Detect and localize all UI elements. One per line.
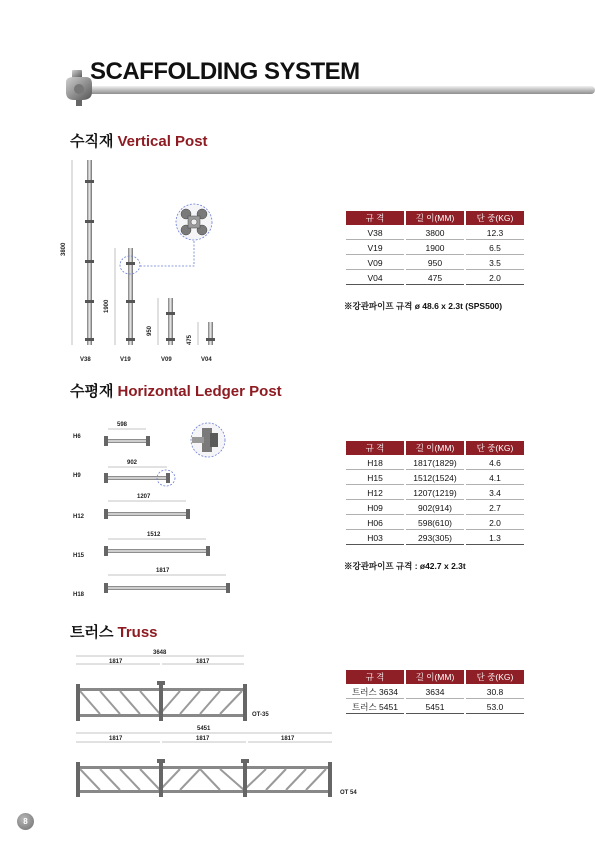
table-cell: 598(610) (406, 516, 464, 530)
table-row (346, 685, 524, 699)
table-cell: 트러스 5451 (346, 700, 404, 714)
col-header: 규 격 (346, 670, 404, 684)
truss-tag: OT-35 (252, 712, 269, 718)
table-cell: 3634 (406, 685, 464, 699)
dim-label: 1512 (147, 532, 161, 538)
post-v09 (168, 298, 173, 345)
section-heading-vertical (70, 130, 208, 151)
header-pipe-graphic (78, 86, 595, 94)
table-row (346, 516, 524, 530)
table-cell: 950 (406, 256, 464, 270)
dim-label: 902 (127, 460, 138, 466)
section-title-ko: 수평재 (70, 383, 114, 400)
table-cell: H09 (346, 501, 404, 515)
table-row (346, 271, 524, 285)
table-cell: H18 (346, 456, 404, 470)
page-title: SCAFFOLDING SYSTEM (90, 58, 360, 85)
table-cell: V38 (346, 226, 404, 240)
table-cell: 475 (406, 271, 464, 285)
ledger-label: H18 (73, 592, 85, 598)
col-header: 단 중(KG) (466, 441, 524, 455)
table-row (346, 700, 524, 714)
table-row (346, 456, 524, 470)
table-cell: 4.1 (466, 471, 524, 485)
dim-label: 1900 (104, 299, 110, 313)
col-header: 길 이(MM) (406, 670, 464, 684)
ledger-label: H15 (73, 553, 85, 559)
table-cell: 3.5 (466, 256, 524, 270)
table-cell: 3.4 (466, 486, 524, 500)
col-header: 길 이(MM) (406, 211, 464, 225)
table-cell: 2.7 (466, 501, 524, 515)
table-cell: V04 (346, 271, 404, 285)
page-number: 8 (17, 813, 34, 830)
table-cell: 30.8 (466, 685, 524, 699)
section-title-en: Truss (117, 624, 158, 641)
post-v04 (208, 322, 213, 345)
table-cell: 293(305) (406, 531, 464, 545)
post-label: V04 (201, 357, 212, 363)
ledger-h12 (104, 509, 190, 519)
table-cell: V09 (346, 256, 404, 270)
table-row (346, 256, 524, 270)
col-header: 단 중(KG) (466, 670, 524, 684)
table-cell: 5451 (406, 700, 464, 714)
col-header: 단 중(KG) (466, 211, 524, 225)
vertical-post-diagram (60, 150, 260, 375)
table-cell: 53.0 (466, 700, 524, 714)
section-title-ko: 수직재 (70, 133, 114, 150)
pipe-spec-note: ※강관파이프 규격 : ø42.7 x 2.3t (344, 561, 466, 571)
table-row (346, 226, 524, 240)
dim-label: 950 (147, 325, 153, 336)
dim-label: 3648 (153, 650, 167, 656)
section-title-en: Vertical Post (117, 133, 208, 150)
table-cell: 902(914) (406, 501, 464, 515)
dim-label: 1817 (156, 568, 170, 574)
table-cell: 1900 (406, 241, 464, 255)
horizontal-spec-table (344, 440, 526, 546)
ledger-h15 (104, 546, 210, 556)
truss-ot35 (76, 681, 247, 721)
table-cell: 12.3 (466, 226, 524, 240)
post-label: V09 (161, 357, 172, 363)
table-cell: H15 (346, 471, 404, 485)
dim-label: 1817 (196, 659, 210, 665)
dim-label: 1817 (196, 736, 210, 742)
post-v38 (87, 160, 92, 345)
section-heading-truss (70, 621, 158, 642)
dim-label: 598 (117, 422, 128, 428)
ledger-label: H12 (73, 514, 85, 520)
dim-label: 5451 (197, 726, 211, 732)
table-cell: 2.0 (466, 516, 524, 530)
ledger-h9 (104, 473, 170, 483)
table-row (346, 241, 524, 255)
horizontal-ledger-diagram (70, 415, 240, 605)
table-row (346, 501, 524, 515)
table-row (346, 531, 524, 545)
truss-ot54 (76, 759, 332, 797)
table-cell: 1.3 (466, 531, 524, 545)
ledger-h18 (104, 583, 230, 593)
callout-connector (140, 240, 194, 266)
col-header: 길 이(MM) (406, 441, 464, 455)
dim-label: 1817 (109, 659, 123, 665)
section-heading-horizontal (70, 380, 282, 401)
section-title-ko: 트러스 (70, 624, 114, 641)
dim-label: 1817 (109, 736, 123, 742)
truss-spec-table (344, 669, 526, 715)
col-header: 규 격 (346, 211, 404, 225)
dim-label: 1817 (281, 736, 295, 742)
table-cell: 2.0 (466, 271, 524, 285)
post-label: V19 (120, 357, 131, 363)
ledger-h6 (104, 436, 150, 446)
vertical-spec-table (344, 210, 526, 286)
truss-diagram (70, 648, 350, 800)
ledger-label: H9 (73, 473, 81, 479)
dim-label: 1207 (137, 494, 151, 500)
col-header: 규 격 (346, 441, 404, 455)
table-row (346, 486, 524, 500)
pipe-spec-note: ※강관파이프 규격 ø 48.6 x 2.3t (SPS500) (344, 301, 503, 311)
table-cell: 4.6 (466, 456, 524, 470)
dim-label: 3800 (61, 242, 67, 256)
dim-label: 475 (187, 334, 193, 345)
table-cell: 3800 (406, 226, 464, 240)
table-cell: H03 (346, 531, 404, 545)
table-cell: H06 (346, 516, 404, 530)
ledger-label: H6 (73, 434, 81, 440)
table-cell: H12 (346, 486, 404, 500)
table-cell: 1817(1829) (406, 456, 464, 470)
table-row (346, 471, 524, 485)
post-label: V38 (80, 357, 91, 363)
table-cell: V19 (346, 241, 404, 255)
truss-tag: OT 54 (340, 790, 357, 796)
section-title-en: Horizontal Ledger Post (117, 383, 282, 400)
table-cell: 1207(1219) (406, 486, 464, 500)
table-cell: 트러스 3634 (346, 685, 404, 699)
table-cell: 6.5 (466, 241, 524, 255)
table-cell: 1512(1524) (406, 471, 464, 485)
